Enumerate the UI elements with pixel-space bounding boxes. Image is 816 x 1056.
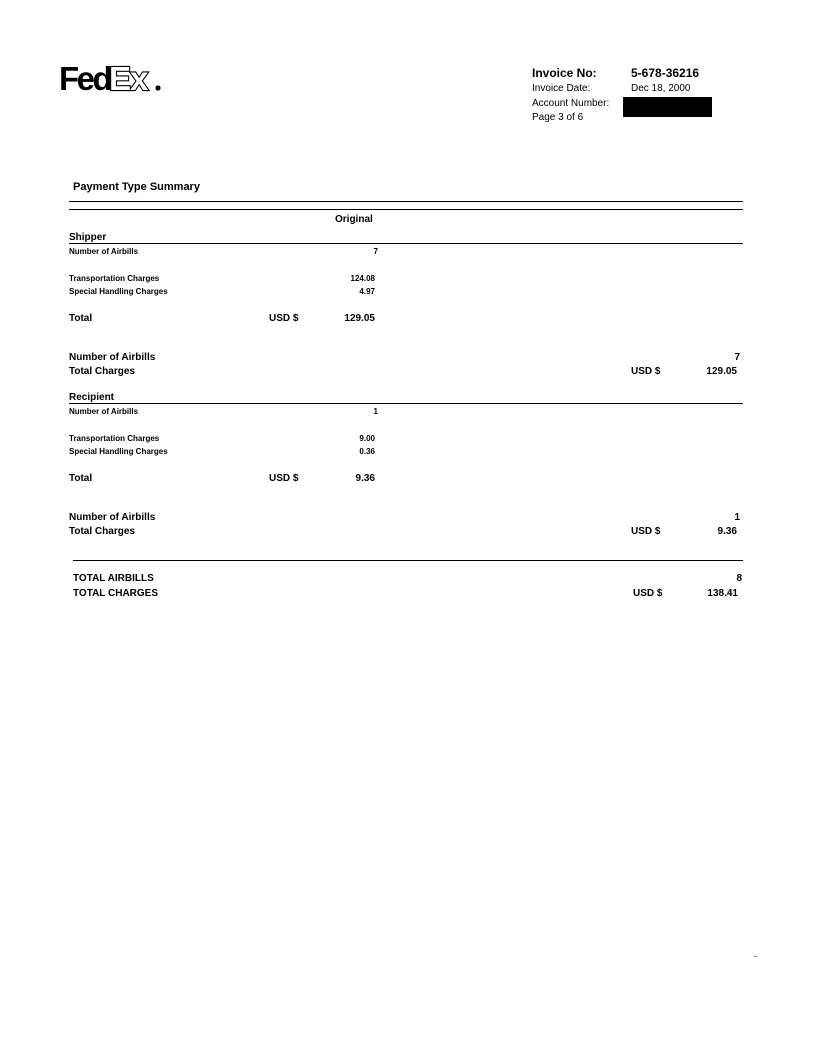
- recipient-special-label: Special Handling Charges: [69, 447, 168, 456]
- recipient-total-value: 9.36: [355, 473, 375, 484]
- footer-mark: -: [754, 951, 757, 961]
- total-airbills-label: TOTAL AIRBILLS: [73, 573, 154, 584]
- fedex-logo-ex: Ex: [109, 60, 148, 97]
- page-title: Payment Type Summary: [73, 181, 200, 193]
- section-heading-recipient: Recipient: [69, 392, 115, 403]
- recipient-transport-value: 9.00: [359, 434, 375, 443]
- shipper-transport-value: 124.08: [350, 274, 375, 283]
- shipper-subtotal-airbills-value: 7: [734, 352, 740, 363]
- section-rule-shipper: [69, 243, 743, 244]
- recipient-special-value: 0.36: [359, 447, 375, 456]
- recipient-subtotal-charges-label: Total Charges: [69, 526, 135, 537]
- invoice-no-label: Invoice No:: [532, 66, 597, 80]
- total-airbills-value: 8: [736, 573, 742, 584]
- section-rule-recipient: [69, 403, 743, 404]
- shipper-subtotal-charges-label: Total Charges: [69, 366, 135, 377]
- shipper-transport-label: Transportation Charges: [69, 274, 160, 283]
- fedex-logo-dot: [155, 85, 160, 90]
- recipient-total-label: Total: [69, 473, 93, 484]
- fedex-logo: [59, 58, 163, 98]
- shipper-special-label: Special Handling Charges: [69, 287, 168, 296]
- total-charges-value: 138.41: [707, 588, 738, 599]
- recipient-airbills-value: 1: [373, 407, 378, 416]
- column-header-original: Original: [335, 214, 373, 225]
- shipper-airbills-value: 7: [373, 247, 378, 256]
- recipient-airbills-label: Number of Airbills: [69, 407, 139, 416]
- shipper-special-value: 4.97: [359, 287, 375, 296]
- shipper-subtotal-airbills-label: Number of Airbills: [69, 352, 156, 363]
- invoice-date-label: Invoice Date:: [532, 83, 591, 94]
- shipper-airbills-label: Number of Airbills: [69, 247, 139, 256]
- shipper-total-value: 129.05: [344, 313, 375, 324]
- recipient-transport-label: Transportation Charges: [69, 434, 160, 443]
- fedex-logo-fed: Fed: [59, 60, 111, 97]
- shipper-total-currency: USD $: [269, 313, 299, 324]
- shipper-total-label: Total: [69, 313, 93, 324]
- page-number: Page 3 of 6: [532, 112, 584, 123]
- invoice-no-value: 5-678-36216: [631, 66, 700, 80]
- total-charges-label: TOTAL CHARGES: [73, 588, 159, 599]
- total-charges-currency: USD $: [633, 588, 663, 599]
- recipient-total-currency: USD $: [269, 473, 299, 484]
- recipient-subtotal-charges-value: 9.36: [717, 526, 737, 537]
- title-rule-top: [69, 201, 743, 202]
- title-rule-bottom: [69, 209, 743, 210]
- account-number-redaction: [623, 97, 712, 117]
- recipient-subtotal-airbills-value: 1: [734, 512, 740, 523]
- shipper-subtotal-currency: USD $: [631, 366, 661, 377]
- recipient-subtotal-currency: USD $: [631, 526, 661, 537]
- account-number-label: Account Number:: [532, 98, 610, 109]
- shipper-subtotal-charges-value: 129.05: [706, 366, 737, 377]
- grand-total-rule: [73, 560, 743, 561]
- recipient-subtotal-airbills-label: Number of Airbills: [69, 512, 156, 523]
- section-heading-shipper: Shipper: [69, 232, 107, 243]
- invoice-date-value: Dec 18, 2000: [631, 83, 691, 94]
